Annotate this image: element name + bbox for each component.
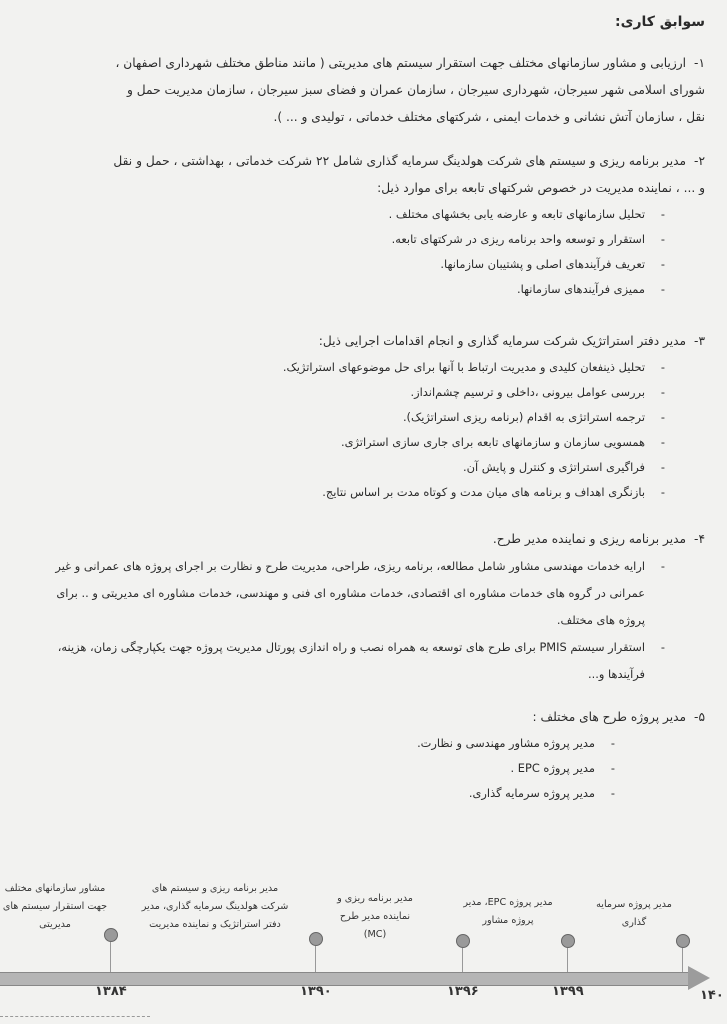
section-number: ۲- [694,154,705,168]
timeline-marker [104,928,118,942]
timeline-label: مدیر پروژه سرمایه گذاری [596,899,672,928]
section-number: ۴- [694,532,705,546]
list-item: - استقرار سیستم PMIS برای طرح های توسعه به همراه نصب و راه اندازی پورتال مدیریت پروژه جهت یکپارچگی زمان، هزینه، فرآیندها و... [57,640,665,681]
section-4 [45,526,705,688]
timeline-year: ۱۳۹۶ [447,984,479,999]
section-text: مدیر دفتر استراتژیک شرکت سرمایه گذاری و انجام اقدامات اجرایی ذیل: [318,334,687,348]
section-2 [45,148,705,302]
section-text: شورای اسلامی شهر سیرجان، شهرداری سیرجان ، سازمان عمران و فضای سبز سیرجان ، سازمان مدیریت حمل و [127,83,705,97]
timeline-marker [561,934,575,948]
timeline-arrow-icon [688,966,710,990]
list-item: - مدیر پروژه EPC . [510,761,615,775]
timeline-label: مشاور سازمانهای مختلف جهت استقرار سیستم های مدیریتی [2,883,108,930]
list-item: - استقرار و توسعه واحد برنامه ریزی در شرکتهای تابعه. [391,232,665,246]
list-item: - تحلیل سازمانهای تابعه و عارضه یابی بخشهای مختلف . [388,207,665,221]
section-text: ارزیابی و مشاور سازمانهای مختلف جهت استقرار سیستم های مدیریتی ( مانند مناطق مختلف شهرداری اصفهان ، [115,56,687,70]
timeline-marker [309,932,323,946]
timeline-label: مدیر برنامه ریزی و سیستم های شرکت هولدینگ سرمایه گذاری، مدیر دفتر استراتژیک و نماینده مدیریت [141,883,289,930]
bullet-list [45,553,705,688]
scan-edge-mark [0,1016,150,1023]
timeline-stem [315,946,316,972]
section-text: مدیر برنامه ریزی و سیستم های شرکت هولدینگ سرمایه گذاری شامل ۲۲ شرکت خدماتی ، بهداشتی ، حمل و نقل [113,154,687,168]
bullet-list [45,202,705,302]
timeline-year: ۱۳۸۴ [95,984,127,999]
list-item: - تعریف فرآیندهای اصلی و پشتیبان سازمانها. [440,257,665,271]
list-item: - ترجمه استراتژی به اقدام (برنامه ریزی استراتژیک). [402,410,665,424]
timeline-marker [676,934,690,948]
list-item: - ممیزی فرآیندهای سازمانها. [516,282,665,296]
section-text: نقل ، سازمان آتش نشانی و خدمات ایمنی ، شرکتهای مختلف خدماتی ، تولیدی و ... ). [273,110,705,124]
timeline-marker [456,934,470,948]
timeline-stem [462,948,463,972]
section-number: ۳- [694,334,705,348]
timeline-label: مدیر برنامه ریزی و نماینده مدیر طرح (MC) [337,893,413,940]
section-5 [45,704,705,806]
bullet-list [45,731,705,806]
page-title: سوابق کاری: [615,14,705,30]
section-text: مدیر پروژه طرح های مختلف : [532,710,687,724]
list-item: - تحلیل ذینفعان کلیدی و مدیریت ارتباط با آنها برای حل موضوعهای استراتژیک. [282,360,665,374]
timeline-year: ۱۴۰ [700,988,724,1003]
section-1 [45,50,705,131]
section-number: ۱- [694,56,705,70]
timeline-stem [682,948,683,972]
list-item: - مدیر پروژه مشاور مهندسی و نظارت. [417,736,615,750]
list-item: - مدیر پروژه سرمایه گذاری. [468,786,615,800]
timeline-year: ۱۳۹۹ [552,984,584,999]
timeline-stem [110,942,111,972]
timeline-stem [567,948,568,972]
section-text: مدیر برنامه ریزی و نماینده مدیر طرح. [492,532,687,546]
list-item: - بازنگری اهداف و برنامه های میان مدت و کوتاه مدت بر اساس نتایج. [322,485,665,499]
section-number: ۵- [694,710,705,724]
section-3 [45,328,705,505]
list-item: - فراگیری استراتژی و کنترل و پایش آن. [463,460,665,474]
timeline-year: ۱۳۹۰ [300,984,332,999]
bullet-list [45,355,705,505]
list-item: - همسویی سازمان و سازمانهای تابعه برای جاری سازی استراتژی. [340,435,665,449]
list-item: - ارایه خدمات مهندسی مشاور شامل مطالعه، برنامه ریزی، طراحی، مدیریت طرح و نظارت بر اجرای پروژه های عمرانی و غیر عمرانی در گروه های خدمات مشاوره ای اقتصادی، خدمات مشاوره ای فنی و مهندسی، خدمات مشاوره ای مدیریتی و .. برای پروژه های مختلف. [55,559,665,627]
list-item: - بررسی عوامل بیرونی ،داخلی و ترسیم چشم‌انداز. [410,385,665,399]
section-text: و ... ، نماینده مدیریت در خصوص شرکتهای تابعه برای موارد ذیل: [377,181,705,195]
timeline-label: مدیر پروژه EPC، مدیر پروژه مشاور [463,897,553,926]
